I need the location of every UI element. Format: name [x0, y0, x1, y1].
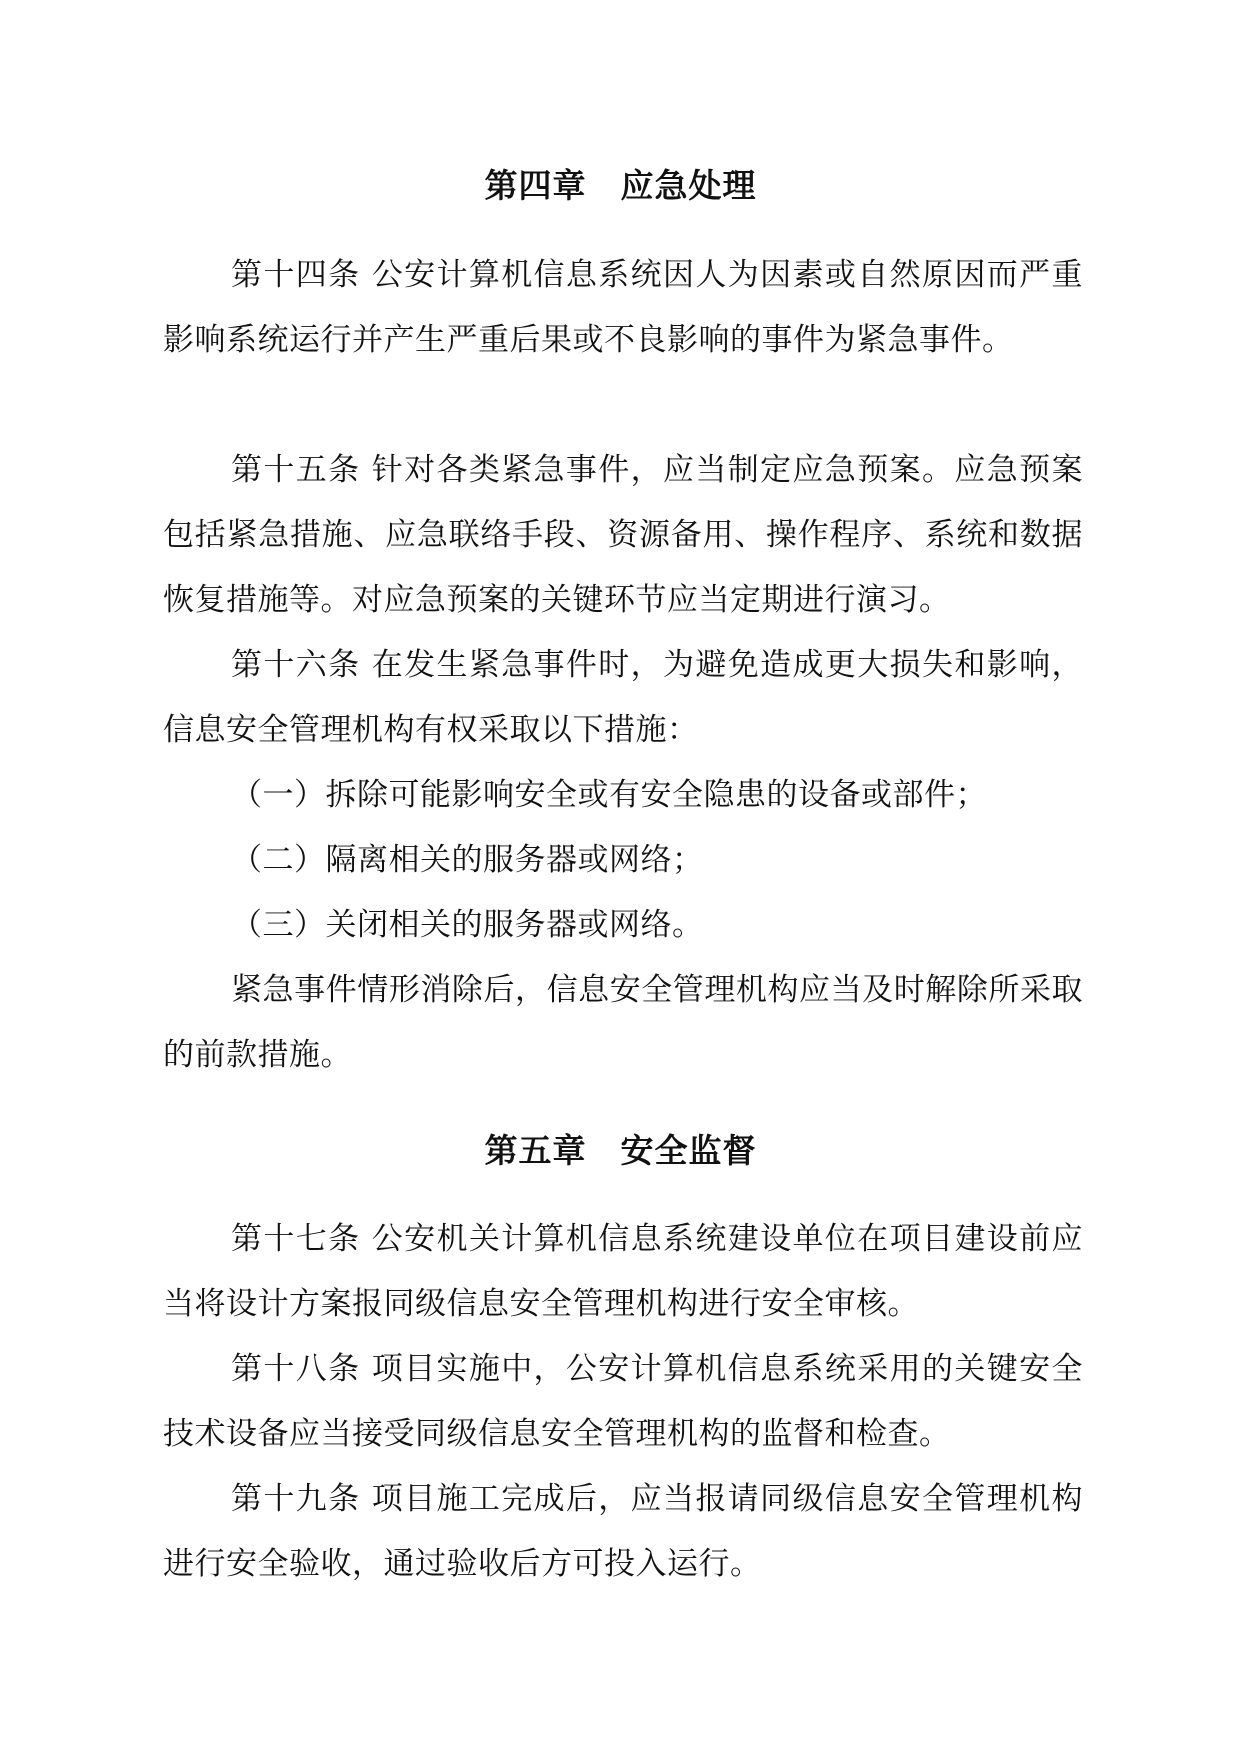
- article-17: 第十七条 公安机关计算机信息系统建设单位在项目建设前应当将设计方案报同级信息安全管理机构进行安全审核。: [163, 1221, 1083, 1322]
- measure-item-3: （三）关闭相关的服务器或网络。: [231, 907, 704, 943]
- article-15: 第十五条 针对各类紧急事件，应当制定应急预案。应急预案包括紧急措施、应急联络手段、资源备用、操作程序、系统和数据恢复措施等。对应急预案的关键环节应当定期进行演习。: [163, 452, 1083, 618]
- article-18: 第十八条 项目实施中，公安计算机信息系统采用的关键安全技术设备应当接受同级信息安全管理机构的监督和检查。: [163, 1351, 1083, 1452]
- measure-item-2: （二）隔离相关的服务器或网络；: [231, 842, 704, 878]
- article-16: 第十六条 在发生紧急事件时，为避免造成更大损失和影响，信息安全管理机构有权采取以下措施：: [163, 647, 1083, 748]
- chapter-5-title: 第五章 安全监督: [484, 1131, 757, 1170]
- chapter-4-title: 第四章 应急处理: [484, 166, 757, 205]
- article-16-closing: 紧急事件情形消除后，信息安全管理机构应当及时解除所采取的前款措施。: [163, 972, 1083, 1073]
- article-19: 第十九条 项目施工完成后，应当报请同级信息安全管理机构进行安全验收，通过验收后方可投入运行。: [163, 1481, 1083, 1582]
- measure-item-1: （一）拆除可能影响安全或有安全隐患的设备或部件；: [231, 777, 987, 813]
- article-14: 第十四条 公安计算机信息系统因人为因素或自然原因而严重影响系统运行并产生严重后果或不良影响的事件为紧急事件。: [163, 257, 1083, 358]
